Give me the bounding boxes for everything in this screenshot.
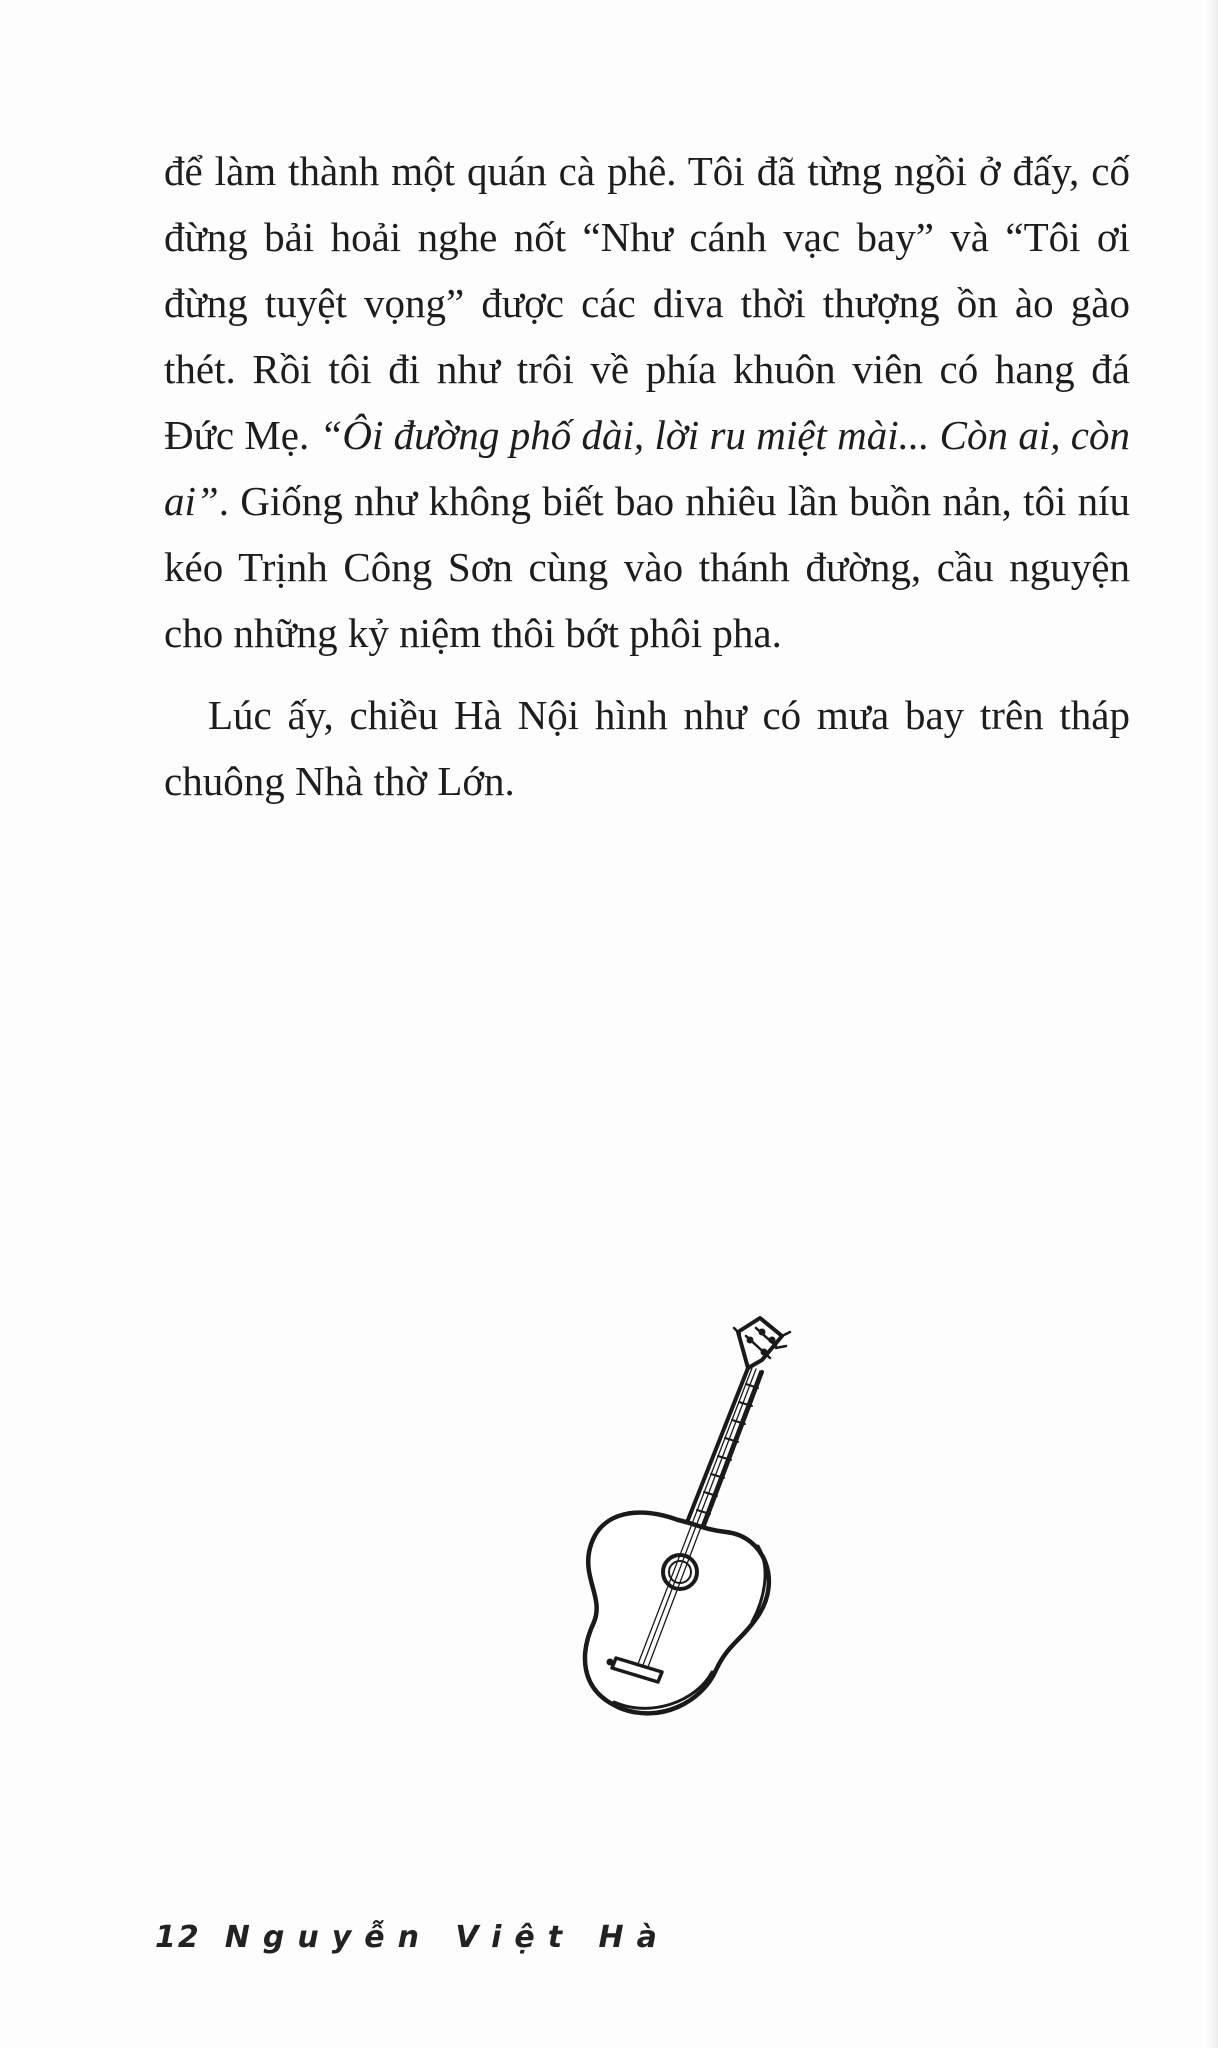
paragraph-1-text-a: để làm thành một quán cà phê. Tôi đã từng ngồi ở đấy, cố đừng bải hoải nghe nốt “Như cánh vạc bay” và “Tôi ơi đừng tuyệt vọng” được các diva thời thượng ồn ào gào thét. Rồi tôi đi như trôi về phía khuôn viên có hang đá Đức Mẹ.: [164, 148, 1130, 458]
guitar-sketch-icon: [520, 1310, 810, 1720]
body-text: [164, 138, 1130, 814]
page-number: 12: [155, 1920, 201, 1955]
paragraph-1-quote: “Ôi đường phố dài, lời ru miệt mài... Còn ai, còn ai”: [164, 412, 1130, 524]
page-footer: [155, 1920, 670, 1955]
author-name: Nguyễn Việt Hà: [224, 1920, 670, 1955]
paragraph-2: Lúc ấy, chiều Hà Nội hình như có mưa bay trên tháp chuông Nhà thờ Lớn.: [164, 692, 1130, 804]
page-edge-shadow: [1204, 0, 1218, 2048]
paragraph-1: [164, 138, 1130, 666]
paragraph-1-text-b: . Giống như không biết bao nhiêu lần buồn nản, tôi níu kéo Trịnh Công Sơn cùng vào thánh đường, cầu nguyện cho những kỷ niệm thôi bớt phôi pha.: [164, 478, 1130, 656]
